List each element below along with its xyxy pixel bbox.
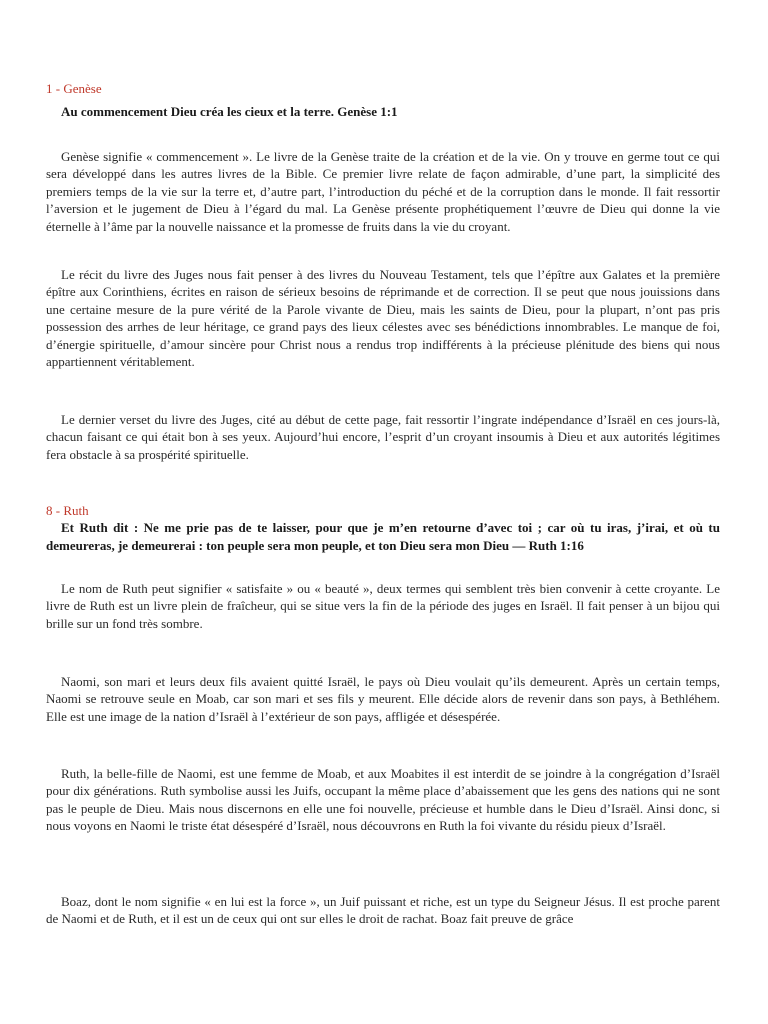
paragraph: Genèse signifie « commencement ». Le livre de la Genèse traite de la création et de la vie. On y trouve en germe tout ce qui sera développé dans les autres livres de la Bible. Ce premier livre relate de façon admirable, d’une part, la simplicité des premiers temps de la vie sur la terre et, d’autre part, l’introduction du péché et de la corruption dans le monde. Il fait ressortir l’aversion et le jugement de Dieu à l’égard du mal. La Genèse présente prophétiquement l’œuvre de Dieu qui donne la vie éternelle à l’âme par la nouvelle naissance et la promesse de fruits dans la vie du croyant.	[46, 149, 720, 234]
paragraph: Le nom de Ruth peut signifier « satisfaite » ou « beauté », deux termes qui semblent très bien convenir à cette croyante. Le livre de Ruth est un livre plein de fraîcheur, qui se situe vers la fin de la période des juges en Israël. Il fait penser à un bijou qui brille sur un fond très sombre.	[46, 581, 720, 631]
paragraph: Ruth, la belle-fille de Naomi, est une femme de Moab, et aux Moabites il est interdit de se joindre à la congrégation d’Israël pour dix générations. Ruth symbolise aussi les Juifs, occupant la même place d’abaissement que les gens des nations qui ne sont pas le peuple de Dieu. Mais nous discernons en elle une foi nouvelle, précieuse et humble dans le Dieu d’Israël. Ainsi donc, si nous voyons en Naomi le triste état désespéré d’Israël, nous découvrons en Ruth la foi vivante du résidu pieux d’Israël.	[46, 766, 720, 834]
paragraph: Le dernier verset du livre des Juges, cité au début de cette page, fait ressortir l’ingrate indépendance d’Israël en ces jours-là, chacun faisant ce qui était bon à ses yeux. Aujourd’hui encore, l’esprit d’un croyant insoumis à Dieu et aux autorités légitimes fera obstacle à sa prospérité spirituelle.	[46, 412, 720, 462]
section-verse-genese: Au commencement Dieu créa les cieux et la terre. Genèse 1:1	[61, 104, 398, 119]
paragraph: Le récit du livre des Juges nous fait penser à des livres du Nouveau Testament, tels que l’épître aux Galates et la première épître aux Corinthiens, écrites en raison de sérieux besoins de réprimande et de correction. Il se peut que nous jouissions dans une certaine mesure de la pure vérité de la Parole vivante de Dieu, mais les saints de Dieu, pour la plupart, n’ont pas pris possession des arrhes de leur héritage, ce grand pays des lieux célestes avec ses bénédictions innombrables. Le manque de foi, d’énergie spirituelle, d’amour sincère pour Christ nous a rendus trop indifférents à la précieuse plénitude des biens qui nous appartiennent véritablement.	[46, 267, 720, 370]
section-heading-genese: 1 - Genèse	[46, 81, 102, 96]
section-heading-ruth: 8 - Ruth	[46, 503, 89, 518]
paragraph: Naomi, son mari et leurs deux fils avaient quitté Israël, le pays où Dieu voulait qu’ils demeurent. Après un certain temps, Naomi se retrouve seule en Moab, car son mari et ses fils y meurent. Elle décide alors de revenir dans son pays, à Bethléhem. Elle est une image de la nation d’Israël à l’extérieur de son pays, affligée et désespérée.	[46, 674, 720, 724]
section-verse-ruth: Et Ruth dit : Ne me prie pas de te laisser, pour que je m’en retourne d’avec toi ; car où tu iras, j’irai, et où tu demeureras, je demeurerai : ton peuple sera mon peuple, et ton Dieu sera mon Dieu — Ruth 1:16	[46, 520, 720, 553]
paragraph: Boaz, dont le nom signifie « en lui est la force », un Juif puissant et riche, est un type du Seigneur Jésus. Il est proche parent de Naomi et de Ruth, et il est un de ceux qui ont sur elles le droit de rachat. Boaz fait preuve de grâce	[46, 894, 720, 927]
